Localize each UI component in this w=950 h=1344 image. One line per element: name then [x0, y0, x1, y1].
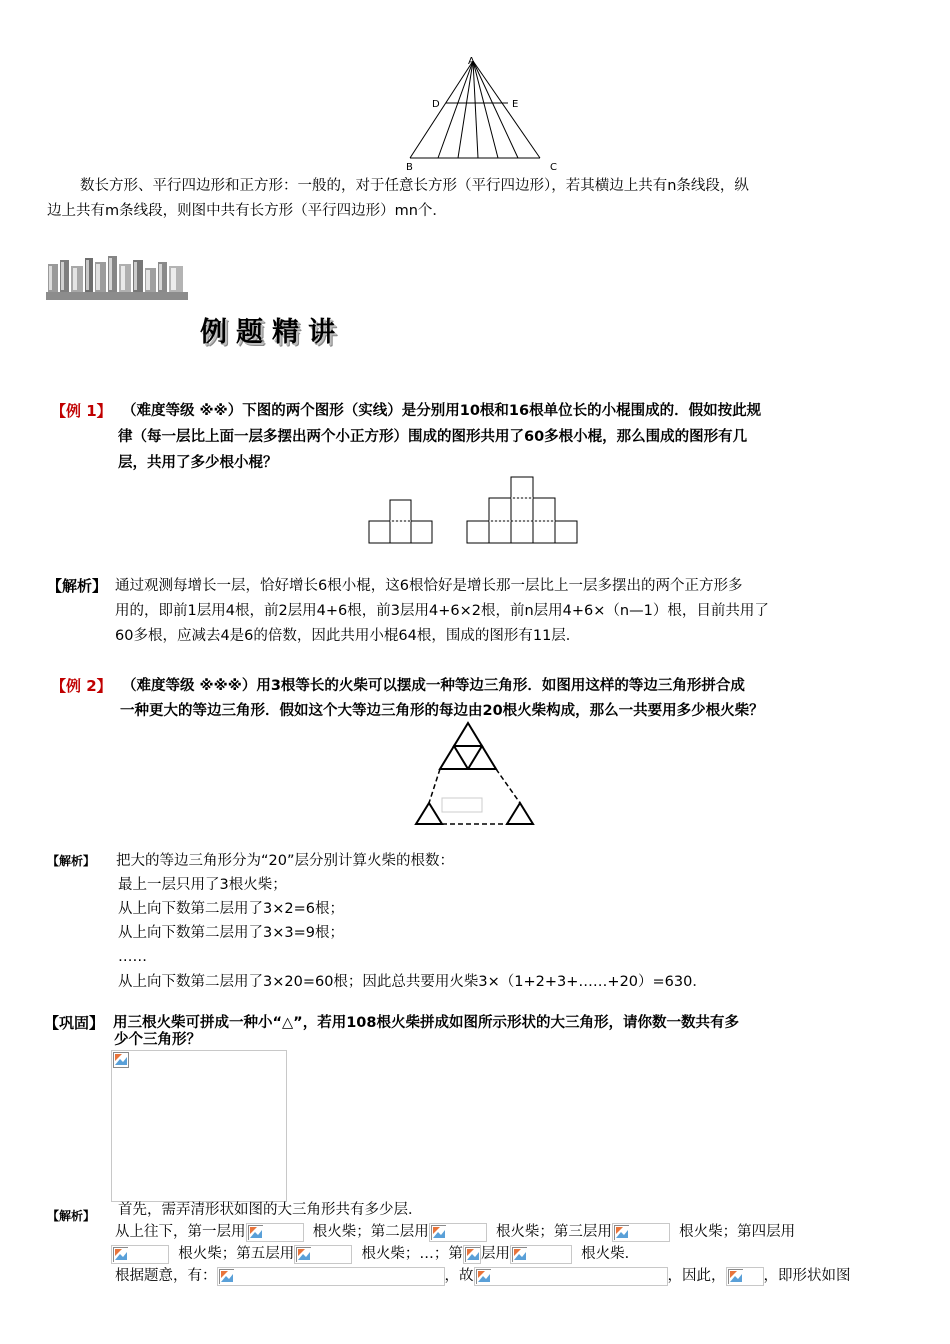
stick-squares-figure: [365, 474, 585, 550]
broken-image-icon: [728, 1269, 743, 1284]
label-e: E: [512, 99, 519, 110]
solution-3-line-2-text-d: 根火柴；第四层用: [679, 1224, 796, 1240]
label-d: D: [432, 99, 440, 110]
example-2-line-2: 一种更大的等边三角形．假如这个大等边三角形的每边由20根火柴构成，那么一共要用多少根火柴？: [120, 703, 764, 719]
solution-2-line-1: 把大的等边三角形分为“20”层分别计算火柴的根数：: [116, 853, 454, 869]
example-2-tag: 【例 2】: [51, 677, 112, 695]
solution-1-line-2: 用的，即前1层用4根，前2层用4+6根，前3层用4+6×2根，前n层用4+6×（n—1）根，目前共用了: [115, 603, 769, 619]
broken-image-icon: [296, 1247, 311, 1262]
formula-image-3: [612, 1223, 670, 1242]
broken-image-icon: [431, 1225, 446, 1240]
broken-image-icon: [113, 1052, 129, 1068]
formula-image-2: [429, 1223, 487, 1242]
formula-image-8: [217, 1267, 445, 1286]
match-triangle-figure: [412, 718, 540, 828]
banner-title: 例题精讲: [200, 317, 344, 348]
solution-3-line-3: [111, 1243, 639, 1265]
solution-1-line-3: 60多根，应减去4是6的倍数，因此共用小棍64根，围成的图形有11层．: [115, 628, 581, 644]
consolidation-tag: 【巩固】: [44, 1014, 105, 1032]
solution-3-line-4-text-a: 根据题意，有：: [115, 1268, 217, 1284]
solution-3-line-2: [115, 1221, 795, 1243]
broken-image-icon: [476, 1269, 491, 1284]
example-1-line-2: 律（每一层比上面一层多摆出两个小正方形）围成的图形共用了60多根小棍，那么围成的图形有几: [118, 429, 748, 445]
solution-3-line-4: [115, 1265, 851, 1287]
formula-image-6: [463, 1245, 481, 1264]
intro-line-2: 边上共有m条线段，则图中共有长方形（平行四边形）mn个．: [47, 203, 447, 219]
formula-image-9: [474, 1267, 668, 1286]
broken-image-icon: [219, 1269, 234, 1284]
solution-3-line-3-text-c: 层用: [480, 1246, 510, 1262]
solution-1-tag: 【解析】: [47, 577, 108, 595]
label-b: B: [406, 162, 413, 173]
label-c: C: [550, 162, 557, 173]
books-banner-image: [46, 256, 192, 302]
solution-3-line-1: 首先，需弄清形状如图的大三角形共有多少层．: [118, 1202, 423, 1218]
broken-image-icon: [512, 1247, 527, 1262]
solution-2-line-4: 从上向下数第二层用了3×3=9根；: [118, 925, 344, 941]
solution-2-line-6: 从上向下数第二层用了3×20=60根；因此总共要用火柴3×（1+2+3+……+20）=630．: [118, 974, 707, 990]
example-2-line-1: （难度等级 ※※※）用3根等长的火柴可以摆成一种等边三角形．如图用这样的等边三角形拼合成: [122, 678, 745, 694]
consolidation-line-1: 用三根火柴可拼成一种小“△”，若用108根火柴拼成如图所示形状的大三角形，请你数一数共有多: [113, 1015, 739, 1031]
solution-3-tag: 【解析】: [47, 1209, 96, 1223]
solution-3-line-4-text-c: ，因此，: [667, 1268, 726, 1284]
solution-1-line-1: 通过观测每增长一层，恰好增长6根小棍，这6根恰好是增长那一层比上一层多摆出的两个正方形多: [115, 578, 743, 594]
solution-3-line-4-text-d: ，即形状如图: [763, 1268, 851, 1284]
formula-image-10: [726, 1267, 764, 1286]
formula-image-7: [510, 1245, 572, 1264]
example-1-line-1: （难度等级 ※※）下图的两个图形（实线）是分别用10根和16根单位长的小棍围成的．假如按此规: [122, 403, 762, 419]
broken-image-icon: [113, 1247, 128, 1262]
solution-2-line-5: ……: [118, 949, 147, 965]
solution-3-line-3-text-b: 根火柴；…；第: [361, 1246, 463, 1262]
solution-2-tag: 【解析】: [47, 854, 96, 868]
consolidation-line-2: 少个三角形？: [114, 1032, 201, 1048]
solution-3-line-2-text-a: 从上往下，第一层用: [115, 1224, 246, 1240]
solution-3-line-2-text-b: 根火柴；第二层用: [312, 1224, 429, 1240]
solution-2-line-2: 最上一层只用了3根火柴；: [118, 877, 287, 893]
formula-image-4: [111, 1245, 169, 1264]
solution-3-line-3-text-a: 根火柴；第五层用: [178, 1246, 295, 1262]
example-1-tag: 【例 1】: [51, 402, 112, 420]
broken-image-placeholder: [111, 1050, 287, 1202]
label-a: A: [468, 56, 475, 67]
solution-3-line-2-text-c: 根火柴；第三层用: [495, 1224, 612, 1240]
broken-image-icon: [614, 1225, 629, 1240]
solution-2-line-3: 从上向下数第二层用了3×2=6根；: [118, 901, 344, 917]
broken-image-icon: [465, 1247, 480, 1262]
broken-image-icon: [248, 1225, 263, 1240]
example-1-line-3: 层，共用了多少根小棍？: [118, 455, 278, 471]
formula-image-5: [294, 1245, 352, 1264]
solution-3-line-4-text-b: ，故: [444, 1268, 474, 1284]
intro-line-1: 数长方形、平行四边形和正方形：一般的，对于任意长方形（平行四边形），若其横边上共有n条线段，纵: [80, 178, 749, 194]
solution-3-line-3-text-d: 根火柴．: [581, 1246, 640, 1262]
triangle-figure: [400, 55, 580, 173]
formula-image-1: [246, 1223, 304, 1242]
